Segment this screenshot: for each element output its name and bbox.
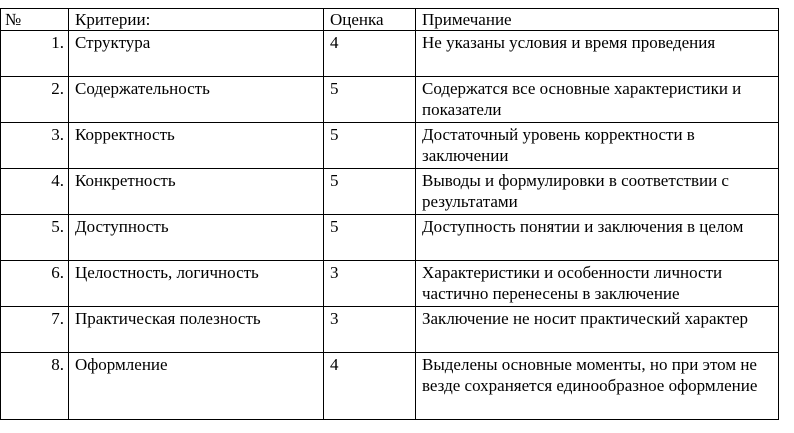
row-note: Достаточный уровень корректности в заключении (416, 123, 779, 169)
row-note: Выделены основные моменты, но при этом не везде сохраняется единообразное оформление (416, 353, 779, 420)
row-num: 5. (1, 215, 69, 261)
row-score: 5 (324, 169, 416, 215)
row-num: 4. (1, 169, 69, 215)
row-score: 4 (324, 353, 416, 420)
row-criterion: Оформление (69, 353, 324, 420)
row-score: 5 (324, 215, 416, 261)
table-row (1, 215, 779, 261)
row-note: Характеристики и особенности личности частично перенесены в заключение (416, 261, 779, 307)
row-num: 6. (1, 261, 69, 307)
table-row (1, 261, 779, 307)
row-criterion: Конкретность (69, 169, 324, 215)
row-num: 3. (1, 123, 69, 169)
row-criterion: Структура (69, 31, 324, 77)
row-num: 1. (1, 31, 69, 77)
row-note: Доступность понятии и заключения в целом (416, 215, 779, 261)
row-note: Содержатся все основные характеристики и показатели (416, 77, 779, 123)
row-num: 8. (1, 353, 69, 420)
table-row (1, 123, 779, 169)
header-score: Оценка (324, 9, 416, 31)
table-header-row (1, 9, 779, 31)
header-criteria: Критерии: (69, 9, 324, 31)
row-criterion: Корректность (69, 123, 324, 169)
table-row (1, 353, 779, 420)
row-score: 5 (324, 123, 416, 169)
row-score: 3 (324, 307, 416, 353)
row-criterion: Доступность (69, 215, 324, 261)
table-row (1, 307, 779, 353)
header-note: Примечание (416, 9, 779, 31)
row-criterion: Целостность, логичность (69, 261, 324, 307)
row-num: 2. (1, 77, 69, 123)
row-criterion: Содержательность (69, 77, 324, 123)
header-num: № (1, 9, 69, 31)
table-row (1, 31, 779, 77)
evaluation-table (0, 8, 779, 420)
row-score: 3 (324, 261, 416, 307)
row-note: Заключение не носит практический характер (416, 307, 779, 353)
row-num: 7. (1, 307, 69, 353)
table-row (1, 77, 779, 123)
row-note: Выводы и формулировки в соответствии с результатами (416, 169, 779, 215)
row-note: Не указаны условия и время проведения (416, 31, 779, 77)
row-score: 5 (324, 77, 416, 123)
row-criterion: Практическая полезность (69, 307, 324, 353)
row-score: 4 (324, 31, 416, 77)
table-row (1, 169, 779, 215)
